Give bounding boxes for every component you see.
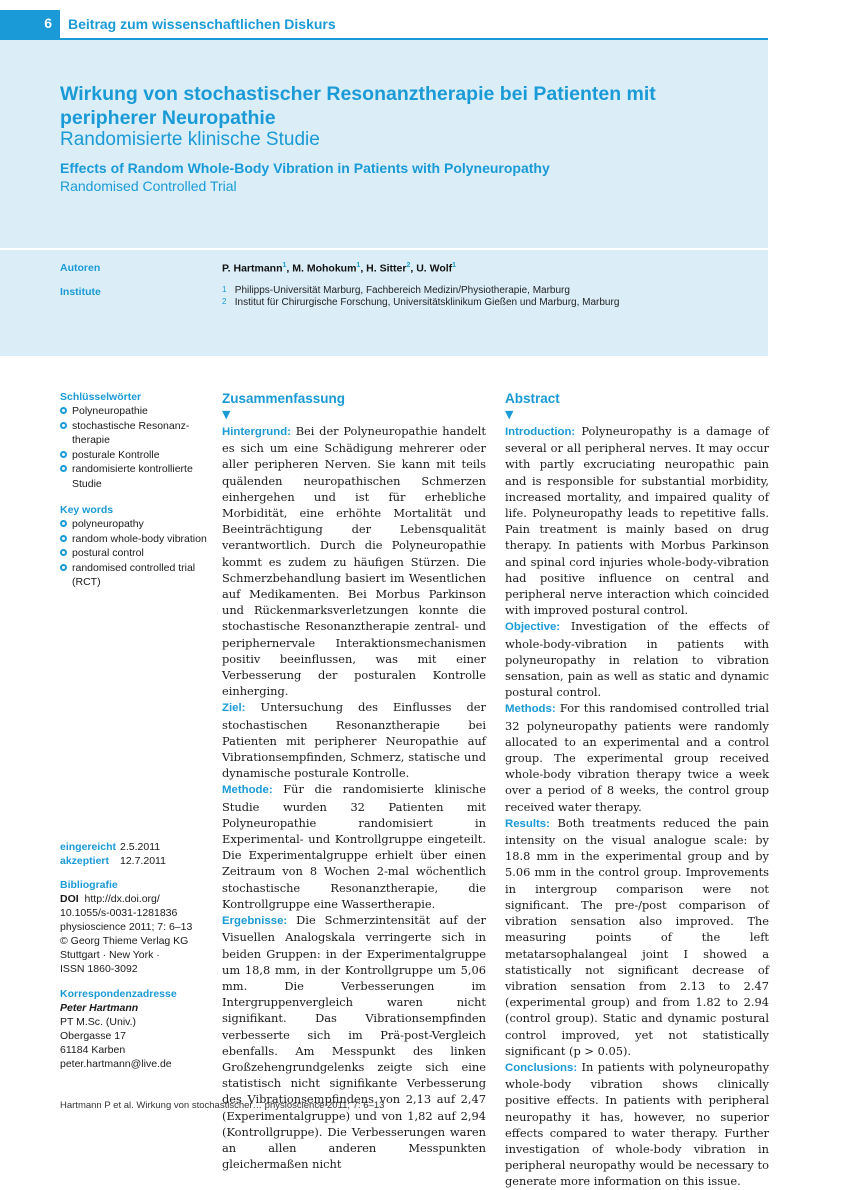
article-subtitle-en: Randomised Controlled Trial bbox=[60, 178, 237, 194]
keyword-text: polyneuropathy bbox=[72, 518, 144, 530]
bullet-icon bbox=[60, 564, 67, 571]
bibliography-block bbox=[60, 878, 210, 976]
biblio-line: ISSN 1860-3092 bbox=[60, 963, 138, 975]
bullet-icon bbox=[60, 535, 67, 542]
section-label: Methods: bbox=[505, 703, 556, 716]
keywords-en-list bbox=[60, 517, 210, 590]
authors-label: Autoren bbox=[60, 262, 101, 274]
author-affiliation: 1 bbox=[452, 262, 457, 269]
abstract-en-column bbox=[505, 390, 769, 1190]
bibliography-label: Bibliografie bbox=[60, 879, 118, 891]
keyword-text: postural control bbox=[72, 547, 144, 559]
keyword-item bbox=[60, 546, 210, 561]
summary-section bbox=[222, 912, 486, 1172]
bullet-icon bbox=[60, 549, 67, 556]
keyword-text: Polyneuropathie bbox=[72, 405, 148, 417]
section-label: Methode: bbox=[222, 784, 273, 797]
abstract-section bbox=[505, 700, 769, 814]
bullet-icon bbox=[60, 465, 67, 472]
keywords-de-label: Schlüsselwörter bbox=[60, 391, 142, 403]
doi-label: DOI bbox=[60, 893, 79, 905]
author-affiliation: 1 bbox=[282, 262, 287, 269]
bullet-icon bbox=[60, 520, 67, 527]
triangle-down-icon: ▼ bbox=[505, 408, 514, 421]
article-title: Wirkung von stochastischer Resonanztherapie bei Patienten mit peripherer Neuropathie bbox=[60, 83, 656, 129]
keyword-item bbox=[60, 419, 210, 448]
keyword-text: random whole-body vibration bbox=[72, 532, 207, 545]
biblio-line: Stuttgart · New York · bbox=[60, 949, 160, 961]
section-label: Beitrag zum wissenschaftlichen Diskurs bbox=[68, 16, 336, 32]
bullet-icon bbox=[60, 407, 67, 414]
correspondence-label: Korrespondenzadresse bbox=[60, 988, 177, 1000]
page-header bbox=[0, 0, 768, 40]
section-text: In patients with polyneuropathy whole-body vibration shows clinically positive effects. In patients with peripheral neuropathy it has, however, no superior effects compared to water therapy. Further investigation of whole-body vibration in peripheral neuropathy would be necessary to generate more information on this issue. bbox=[505, 1059, 770, 1189]
author-affiliation: 2 bbox=[406, 262, 411, 269]
bullet-icon bbox=[60, 451, 67, 458]
section-text: Die Schmerzintensität auf der Visuellen Analogskala verringerte sich in beiden Gruppen: in der Experimentalgruppe um 18,8 mm, in der Kontrollgruppe um 5,06 mm. Die Verbesserungen im Intergruppenvergleich waren nicht signifikant. Das Vibrationsempfinden verbesserte sich im Prä-post-Vergleich ebenfalls. Am Messpunkt des linken Großzehengrundgelenks zeigte sich eine statistisch nicht signifikante Verbesserung des Vibrationsempfindens von 2,13 auf 2,47 (Experimentalgruppe) und von 1,82 auf 2,94 (Kontrollgruppe). Die Verbesserungen waren an allen anderen Messpunkten gleichermaßen nicht bbox=[222, 913, 486, 1172]
keyword-item bbox=[60, 462, 210, 491]
abstract-section bbox=[505, 1059, 769, 1190]
summary-de-column bbox=[222, 390, 486, 1172]
author-affiliation: 1 bbox=[356, 262, 361, 269]
doi-url[interactable]: http://dx.doi.org/ bbox=[84, 893, 160, 905]
correspondence-name: Peter Hartmann bbox=[60, 1002, 139, 1014]
keyword-text: stochastische Resonanz-therapie bbox=[72, 419, 190, 446]
institute-text: Institut für Chirurgische Forschung, Universitätsklinikum Gießen und Marburg, Marburg bbox=[234, 297, 620, 308]
institute-text: Philipps-Universität Marburg, Fachbereich Medizin/Physiotherapie, Marburg bbox=[234, 285, 570, 296]
section-label: Hintergrund: bbox=[222, 426, 291, 438]
section-label: Ziel: bbox=[222, 702, 246, 715]
section-label: Results: bbox=[505, 817, 550, 830]
accepted-date: 12.7.2011 bbox=[120, 855, 166, 867]
keyword-item bbox=[60, 532, 210, 547]
summary-section bbox=[222, 781, 486, 912]
author-list: P. Hartmann$^1$, M. Mohokum$^1$, H. Sitter$^2$, U. Wolf$^1$ bbox=[222, 262, 457, 275]
section-label: Objective: bbox=[505, 621, 561, 634]
author-name: P. Hartmann bbox=[222, 262, 283, 275]
article-title-en: Effects of Random Whole-Body Vibration in Patients with Polyneuropathy bbox=[60, 160, 550, 176]
section-text: Investigation of the effects of whole-body-vibration in patients with polyneuropathy in relation to vibration sensation, pain as well as static and dynamic postural control. bbox=[505, 619, 769, 700]
received-date: 2.5.2011 bbox=[120, 841, 161, 853]
institute-item bbox=[222, 285, 570, 296]
summary-section bbox=[222, 699, 486, 781]
section-label: Introduction: bbox=[505, 426, 576, 438]
section-text: Untersuchung des Einflusses der stochastischen Resonanztherapie bei Patienten mit peripherer Neuropathie auf Vibrationsempfinden, Schmerz, statische und dynamische posturale Kontrolle. bbox=[222, 700, 486, 781]
correspondence-block bbox=[60, 987, 210, 1071]
institute-number: 1 bbox=[222, 285, 227, 294]
keyword-item bbox=[60, 404, 210, 419]
page-number: 6 bbox=[0, 10, 60, 40]
correspondence-line: Obergasse 17 bbox=[60, 1030, 126, 1042]
abstract-en-heading: Abstract bbox=[505, 391, 560, 406]
institutes-label: Institute bbox=[60, 286, 101, 298]
biblio-line: © Georg Thieme Verlag KG bbox=[60, 935, 189, 947]
keywords-sidebar bbox=[60, 390, 210, 602]
keyword-item bbox=[60, 517, 210, 532]
keyword-text: posturale Kontrolle bbox=[72, 448, 160, 461]
correspondence-line: PT M.Sc. (Univ.) bbox=[60, 1016, 137, 1028]
biblio-line: physioscience 2011; 7: 6–13 bbox=[60, 921, 193, 933]
section-text: Für die randomisierte klinische Studie wurden 32 Patienten mit Polyneuropathie randomisiert in Experimental- und Kontrollgruppe eingeteilt. Die Experimentalgruppe erhielt über einen Zeitraum von 8 Wochen 2-mal wöchentlich stochastische Resonanztherapie, die Kontrollgruppe eine Wassertherapie. bbox=[222, 782, 486, 911]
institute-number: 2 bbox=[222, 297, 227, 306]
keyword-text: randomised controlled trial (RCT) bbox=[72, 561, 196, 588]
keyword-item bbox=[60, 561, 210, 590]
bullet-icon bbox=[60, 422, 67, 429]
section-text: Bei der Polyneuropathie handelt es sich um eine Schädigung mehrerer oder aller peripheren Nerven. Sie kann mit teils quälenden neuropathischen Schmerzen einhergehen und ist für erhebliche Morbidität, eine erhöhte Mortalität und Beeinträchtigung der Lebensqualität verantwortlich. Durch die Polyneuropathie kommt es zudem zu häufigen Stürzen. Die Schmerzbehandlung basiert im Wesentlichen auf Medikamenten. Bei Morbus Parkinson und Rückenmarksverletzungen konnte die stochastische Resonanztherapie zentral- und periphernervale Interaktionsmechanismen positiv beeinflussen, was mit einer Verbesserung der posturalen Kontrolle einherging. bbox=[222, 424, 487, 699]
author-name: U. Wolf bbox=[416, 262, 453, 275]
section-label: Conclusions: bbox=[505, 1061, 578, 1074]
article-subtitle: Randomisierte klinische Studie bbox=[60, 129, 320, 150]
abstract-section bbox=[505, 815, 769, 1059]
institute-item bbox=[222, 297, 619, 308]
correspondence-line: 61184 Karben bbox=[60, 1044, 126, 1056]
summary-section bbox=[222, 423, 486, 699]
keywords-en-label: Key words bbox=[60, 504, 114, 516]
triangle-down-icon: ▼ bbox=[222, 408, 231, 421]
accepted-label: akzeptiert bbox=[60, 855, 110, 867]
biblio-line: 10.1055/s-0031-1281836 bbox=[60, 907, 178, 919]
section-label: Ergebnisse: bbox=[222, 915, 288, 928]
abstract-section bbox=[505, 423, 769, 618]
section-text: For this randomised controlled trial 32 polyneuropathy patients were randomly allocated to an experimental and a control group. The experimental group received whole-body vibration therapy twice a week over a period of 8 weeks, the control group received water therapy. bbox=[505, 701, 769, 814]
keyword-item bbox=[60, 448, 210, 463]
page-footer: Hartmann P et al. Wirkung von stochastischer… physioscience 2011; 7: 6–13 bbox=[60, 1100, 385, 1111]
section-text: Polyneuropathy is a damage of several or all peripheral nerves. It may occur with partly excruciating neuropathic pain and is responsible for substantial morbidity, increased mortality, and impaired quality of life. Polyneuropathy leads to repetitive falls. Pain treatment is mainly based on drug therapy. In patients with Morbus Parkinson and spinal cord injuries whole-body-vibration had positive influence on central and peripheral nerve interaction which coincided with improved postural control. bbox=[505, 424, 769, 618]
summary-de-heading: Zusammenfassung bbox=[222, 391, 346, 406]
correspondence-email[interactable]: peter.hartmann@live.de bbox=[60, 1058, 172, 1070]
title-block bbox=[0, 40, 768, 248]
received-label: eingereicht bbox=[60, 841, 117, 853]
keyword-text: randomisierte kontrollierte Studie bbox=[72, 463, 193, 490]
keywords-de-list bbox=[60, 404, 210, 491]
author-block bbox=[0, 250, 768, 356]
section-text: Both treatments reduced the pain intensity on the visual analogue scale: by 18.8 mm in the experimental group and by 5.06 mm in the control group. Improvements in intergroup comparison were not significant. The pre-/post comparison of vibration sensation also improved. The measuring points of the left metatarsophalangeal joint I showed a statistically not significant decrease of vibration sensation from 2.13 to 2.47 (experimental group) and from 1.82 to 2.94 (control group). Static and dynamic postural control improved, yet not statistically significant (p > 0.05). bbox=[505, 815, 770, 1058]
author-name: H. Sitter bbox=[366, 262, 407, 275]
abstract-section bbox=[505, 618, 769, 700]
author-name: M. Mohokum bbox=[292, 262, 357, 275]
submission-dates bbox=[60, 840, 166, 868]
